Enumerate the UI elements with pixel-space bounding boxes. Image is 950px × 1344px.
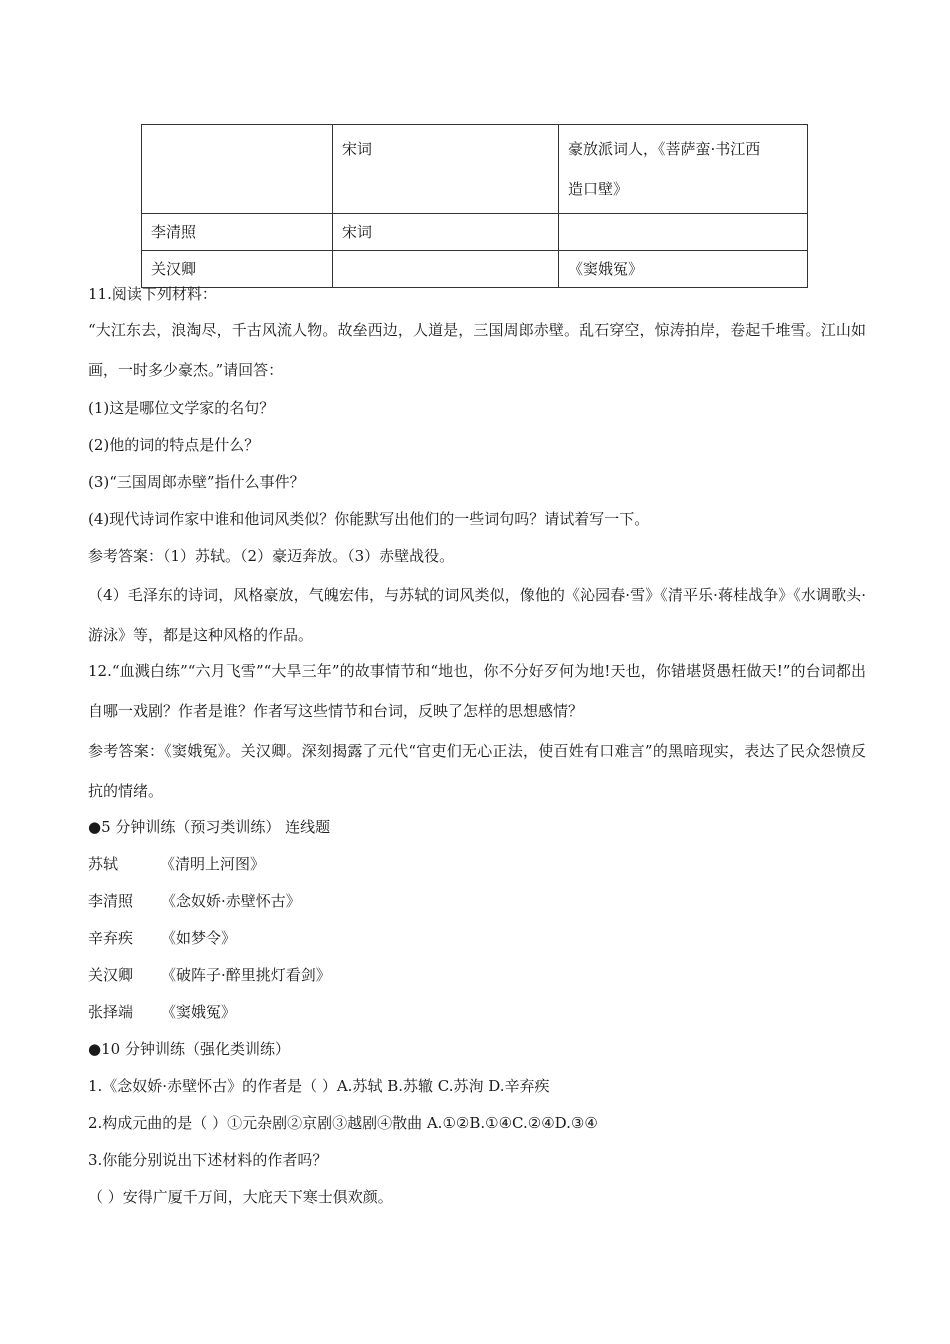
table-cell-author: 李清照 [142, 214, 333, 251]
answer-text: （4）毛泽东的诗词，风格豪放，气魄宏伟，与苏轼的词风类似，像他的《沁园春·雪》《清平乐·蒋桂战争》《水调歌头·游泳》等，都是这种风格的作品。 [88, 586, 866, 644]
question-text: 12.“血溅白练”“六月飞雪”“大旱三年”的故事情节和“地也，你不分好歹何为地!天也，你错堪贤愚枉做天!”的台词都出自哪一戏剧？作者是谁？作者写这些情节和台词，反映了怎样的思想感情？ [88, 662, 866, 720]
section-10-minute [88, 1031, 866, 1216]
table-cell-genre: 宋词 [333, 125, 559, 214]
match-right: 《念奴娇·赤壁怀古》 [161, 892, 301, 910]
table-cell-author: 关汉卿 [142, 251, 333, 288]
section-heading: ●10 分钟训练（强化类训练） [88, 1040, 290, 1058]
match-left: 关汉卿 [88, 966, 134, 984]
match-left: 李清照 [88, 892, 134, 910]
answer-text: 参考答案：《窦娥冤》。关汉卿。深刻揭露了元代“官吏们无心正法，使百姓有口难言”的黑暗现实，表达了民众怨愤反抗的情绪。 [88, 742, 866, 800]
match-pair [88, 994, 866, 1031]
sub-question: (3)“三国周郎赤壁”指什么事件？ [88, 473, 305, 491]
match-pair [88, 957, 866, 994]
match-left: 辛弃疾 [88, 929, 134, 947]
question-heading: 11.阅读下列材料： [88, 285, 217, 303]
sub-question: (1)这是哪位文学家的名句？ [88, 399, 275, 417]
table-cell-author [142, 125, 333, 214]
section-5-minute [88, 809, 866, 1031]
match-pair [88, 920, 866, 957]
table-cell-note [559, 214, 808, 251]
question-12 [88, 651, 866, 811]
match-right: 《如梦令》 [161, 929, 237, 947]
question-11 [88, 278, 866, 655]
exercise-question: 1.《念奴娇·赤壁怀古》的作者是（ ）A.苏轼 B.苏辙 C.苏洵 D.辛弃疾 [88, 1077, 550, 1095]
match-pair [88, 846, 866, 883]
sub-question: (4)现代诗词作家中谁和他词风类似？你能默写出他们的一些词句吗？请试着写一下。 [88, 510, 650, 528]
author-table [141, 124, 808, 288]
answer-text: 参考答案：（1）苏轼。（2）豪迈奔放。（3）赤壁战役。 [88, 547, 455, 565]
question-material: “大江东去，浪淘尽，千古风流人物。故垒西边，人道是，三国周郎赤壁。乱石穿空，惊涛拍岸，卷起千堆雪。江山如画，一时多少豪杰。”请回答： [88, 321, 866, 379]
match-left: 苏轼 [88, 855, 119, 873]
table-cell-genre: 宋词 [333, 214, 559, 251]
match-pair [88, 883, 866, 920]
exercise-item: （ ）安得广厦千万间，大庇天下寒士俱欢颜。 [88, 1188, 393, 1206]
note-line: 造口壁》 [568, 180, 629, 198]
match-right: 《窦娥冤》 [161, 1003, 237, 1021]
table-cell-note [559, 125, 808, 214]
section-heading: ●5 分钟训练（预习类训练） 连线题 [88, 818, 331, 836]
note-line: 豪放派词人，《菩萨蛮·书江西 [568, 140, 761, 158]
exercise-question: 2.构成元曲的是（ ）①元杂剧②京剧③越剧④散曲 A.①②B.①④C.②④D.③④ [88, 1114, 598, 1132]
table-row [142, 214, 808, 251]
match-right: 《清明上河图》 [160, 855, 266, 873]
table-row [142, 125, 808, 214]
match-right: 《破阵子·醉里挑灯看剑》 [161, 966, 331, 984]
table-cell-note: 《窦娥冤》 [559, 251, 808, 288]
exercise-question: 3.你能分别说出下述材料的作者吗？ [88, 1151, 328, 1169]
sub-question: (2)他的词的特点是什么？ [88, 436, 260, 454]
match-left: 张择端 [88, 1003, 134, 1021]
